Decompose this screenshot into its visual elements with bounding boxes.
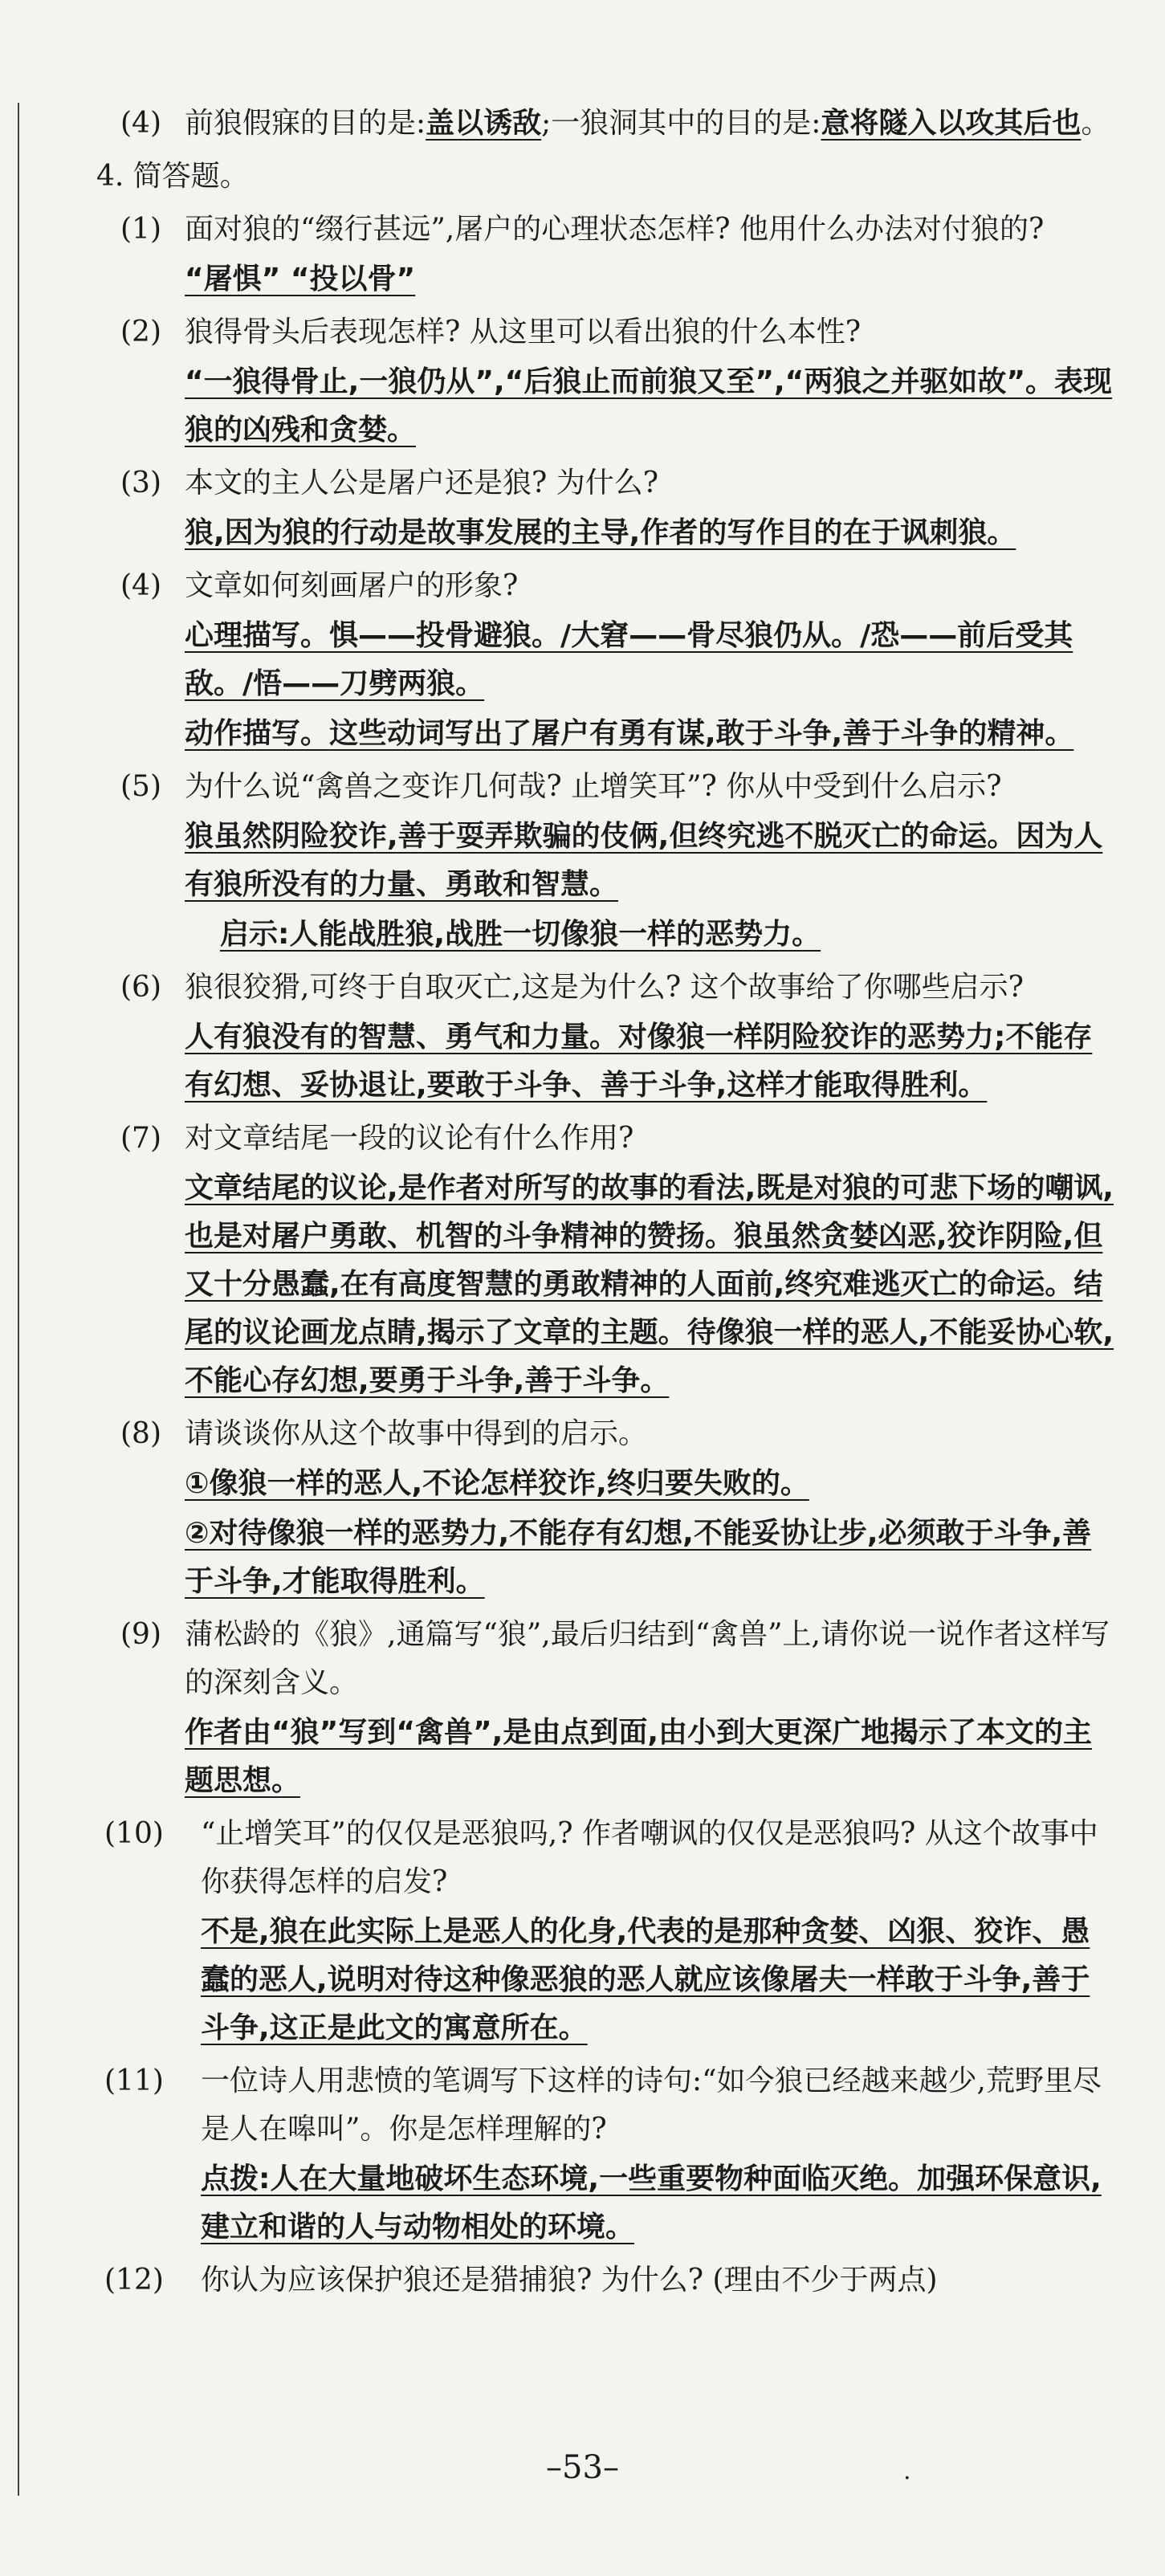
page-mark: . [903, 2457, 911, 2485]
question-text: 本文的主人公是屠户还是狼? 为什么? [185, 467, 659, 499]
question-number: (2) [120, 316, 161, 348]
question-text: 文章如何刻画屠户的形象? [185, 569, 519, 602]
answer-text: 不是,狼在此实际上是恶人的化身,代表的是那种贪婪、凶狠、狡诈、愚蠢的恶人,说明对待这种像恶狼的恶人就应该像屠夫一样敢于斗争,善于斗争,这正是此文的寓意所在。 [201, 1915, 1090, 2044]
question-block [96, 1115, 1116, 1405]
question-block [96, 2256, 1116, 2305]
answer-text: 狼虽然阴险狡诈,善于耍弄欺骗的伎俩,但终究逃不脱灭亡的命运。因为人有狼所没有的力量、勇敢和智慧。 [185, 820, 1103, 901]
question-block [96, 2057, 1116, 2252]
answer-insight: 启示:人能战胜狼,战胜一切像狼一样的恶势力。 [220, 918, 821, 951]
question-text: 面对狼的“缀行甚远”,屠户的心理状态怎样? 他用什么办法对付狼的? [185, 213, 1045, 246]
question-text-mid: ;一狼洞其中的目的是: [541, 107, 821, 140]
question-text: 为什么说“禽兽之变诈几何哉? 止增笑耳”? 你从中受到什么启示? [185, 770, 1002, 803]
answer-text: 动作描写。这些动词写出了屠户有勇有谋,敢于斗争,善于斗争的精神。 [185, 717, 1074, 750]
answer-text: 心理描写。惧——投骨避狼。/大窘——骨尽狼仍从。/恐——前后受其敌。/悟——刀劈两狼。 [185, 619, 1073, 700]
question-number: (1) [120, 213, 161, 246]
question-number: (7) [120, 1122, 161, 1155]
question-text: 你认为应该保护狼还是猎捕狼? 为什么? (理由不少于两点) [201, 2264, 938, 2297]
question-block [96, 1810, 1116, 2052]
question-text: 一位诗人用悲愤的笔调写下这样的诗句:“如今狼已经越来越少,荒野里尽是人在嗥叫”。你是怎样理解的? [201, 2064, 1102, 2146]
question-text: 狼得骨头后表现怎样? 从这里可以看出狼的什么本性? [185, 316, 862, 348]
margin-line [18, 103, 19, 2496]
question-4-fill [96, 100, 1116, 148]
question-number: (9) [120, 1618, 161, 1651]
question-number: (8) [120, 1417, 161, 1450]
question-block [96, 562, 1116, 758]
answer-text: “屠惧” “投以骨” [185, 263, 416, 296]
question-block [96, 308, 1116, 454]
question-number: (5) [120, 770, 161, 803]
question-number: (11) [104, 2064, 164, 2097]
question-block [96, 459, 1116, 557]
page-number: –53– [546, 2449, 619, 2486]
question-text-end: 。 [1081, 107, 1110, 140]
answer-2: 意将隧入以攻其后也 [821, 107, 1081, 140]
answer-text: “一狼得骨止,一狼仍从”,“后狼止而前狼又至”,“两狼之并驱如故”。表现狼的凶残和贪婪。 [185, 365, 1112, 446]
question-text: 狼很狡猾,可终于自取灭亡,这是为什么? 这个故事给了你哪些启示? [185, 971, 1024, 1004]
section-heading: 4. 简答题。 [96, 160, 249, 193]
question-block [96, 206, 1116, 304]
answer-text: ②对待像狼一样的恶势力,不能存有幻想,不能妥协让步,必须敢于斗争,善于斗争,才能取得胜利。 [185, 1517, 1092, 1598]
page-content [96, 95, 1116, 2305]
question-number: (12) [104, 2264, 164, 2297]
answer-text: 作者由“狼”写到“禽兽”,是由点到面,由小到大更深广地揭示了本文的主题思想。 [185, 1716, 1092, 1797]
question-block [96, 1410, 1116, 1606]
answer-text: 点拨:人在大量地破坏生态环境,一些重要物种面临灭绝。加强环保意识,建立和谐的人与动物相处的环境。 [201, 2162, 1102, 2244]
answer-text: 狼,因为狼的行动是故事发展的主导,作者的写作目的在于讽刺狼。 [185, 516, 1016, 549]
question-number: (10) [104, 1817, 164, 1850]
question-block [96, 763, 1116, 959]
question-number: (4) [120, 569, 161, 602]
question-list [96, 206, 1116, 2305]
question-text: “止增笑耳”的仅仅是恶狼吗,? 作者嘲讽的仅仅是恶狼吗? 从这个故事中你获得怎样的启发? [201, 1817, 1098, 1898]
answer-1: 盖以诱敌 [426, 107, 542, 140]
answer-text: 文章结尾的议论,是作者对所写的故事的看法,既是对狼的可悲下场的嘲讽,也是对屠户勇敢、机智的斗争精神的赞扬。狼虽然贪婪凶恶,狡诈阴险,但又十分愚蠢,在有高度智慧的勇敢精神的人面前,终究难逃灭亡的命运。结尾的议论画龙点睛,揭示了文章的主题。待像狼一样的恶人,不能妥协心软,不能心存幻想,要勇于斗争,善于斗争。 [185, 1172, 1114, 1397]
answer-text: ①像狼一样的恶人,不论怎样狡诈,终归要失败的。 [185, 1467, 809, 1500]
question-number: (4) [120, 107, 161, 140]
question-text: 蒲松龄的《狼》,通篇写“狼”,最后归结到“禽兽”上,请你说一说作者这样写的深刻含义。 [185, 1618, 1110, 1699]
question-block [96, 964, 1116, 1110]
question-text: 请谈谈你从这个故事中得到的启示。 [185, 1417, 648, 1450]
question-block [96, 1611, 1116, 1805]
answer-text: 人有狼没有的智慧、勇气和力量。对像狼一样阴险狡诈的恶势力;不能存有幻想、妥协退让,要敢于斗争、善于斗争,这样才能取得胜利。 [185, 1021, 1093, 1102]
question-text: 前狼假寐的目的是: [185, 107, 426, 140]
question-number: (3) [120, 467, 161, 499]
question-text: 对文章结尾一段的议论有什么作用? [185, 1122, 634, 1155]
question-number: (6) [120, 971, 161, 1004]
